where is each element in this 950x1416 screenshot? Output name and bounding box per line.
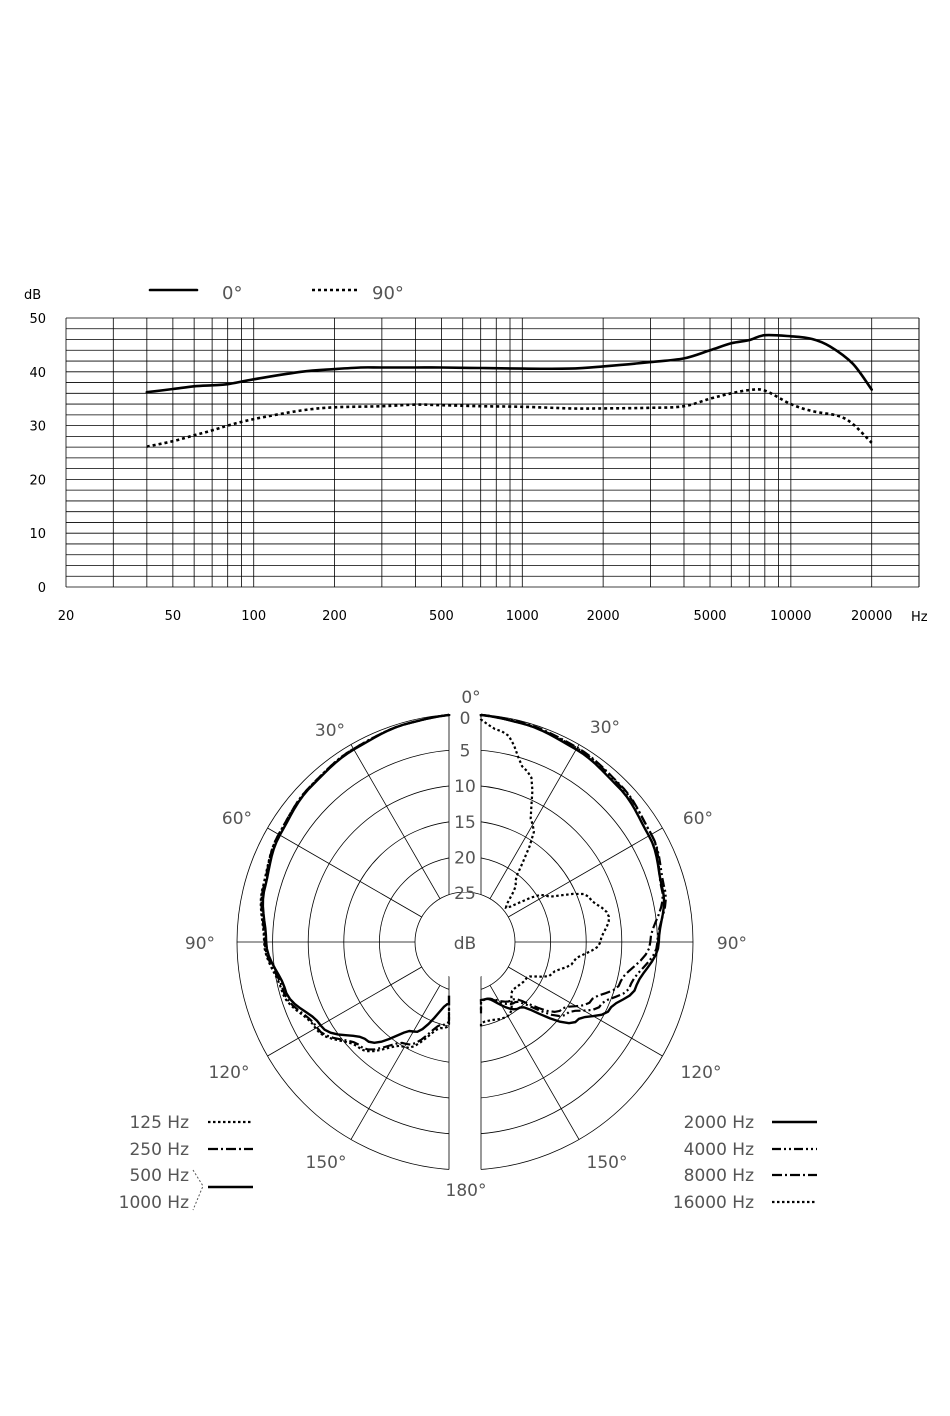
x-tick-label: 200 — [322, 609, 347, 624]
angle-label: 90° — [184, 934, 216, 954]
right-legend-label: 2000 Hz — [683, 1113, 754, 1133]
center-label: dB — [453, 934, 477, 954]
legend-bracket — [193, 1170, 203, 1210]
angle-label: 150° — [305, 1153, 347, 1173]
frequency-response-chart — [24, 283, 928, 625]
series-line — [147, 389, 872, 446]
left-legend-label: 1000 Hz — [118, 1193, 189, 1213]
angle-label: 0° — [461, 688, 481, 708]
radial-tick-label: 5 — [459, 741, 471, 762]
channel-bottom — [449, 976, 481, 1176]
frequency-tick-labels — [29, 312, 892, 624]
x-axis-label: Hz — [911, 610, 928, 625]
angle-label: 60° — [682, 809, 714, 829]
legend-label: 90° — [372, 283, 404, 304]
polar-series-right — [481, 714, 666, 1016]
radial-tick-label: 25 — [454, 884, 476, 904]
angle-label: 30° — [589, 718, 621, 738]
radial-tick-label: 20 — [454, 848, 476, 869]
right-legend-label: 8000 Hz — [683, 1166, 754, 1186]
left-legend-label: 125 Hz — [129, 1113, 189, 1133]
angle-label: 60° — [221, 809, 253, 829]
right-legend-label: 16000 Hz — [672, 1193, 754, 1213]
x-tick-label: 20 — [57, 609, 75, 624]
x-tick-label: 500 — [429, 609, 454, 624]
left-legend-label: 500 Hz — [129, 1166, 189, 1186]
polar-series-right — [481, 714, 609, 1028]
x-tick-label: 10000 — [770, 609, 812, 624]
x-tick-label: 5000 — [693, 609, 727, 624]
frequency-legend — [150, 283, 404, 304]
legend-label: 0° — [222, 283, 243, 304]
y-tick-label: 10 — [29, 527, 46, 543]
left-legend-label: 250 Hz — [129, 1140, 189, 1160]
angle-label: 150° — [586, 1153, 628, 1173]
frequency-grid — [66, 318, 919, 587]
angle-label: 120° — [680, 1063, 722, 1083]
angle-label: 120° — [208, 1063, 250, 1083]
y-tick-label: 50 — [29, 312, 46, 327]
x-tick-label: 1000 — [505, 609, 539, 624]
angle-label: 90° — [716, 934, 748, 954]
frequency-curves — [147, 335, 872, 447]
y-tick-label: 20 — [29, 473, 46, 489]
polar-pattern-chart — [119, 688, 817, 1213]
polar-series-left — [263, 714, 449, 1043]
y-tick-label: 0 — [37, 581, 46, 596]
radial-tick-label: 10 — [454, 777, 476, 798]
y-tick-label: 30 — [29, 419, 46, 435]
x-tick-label: 50 — [164, 609, 182, 624]
y-tick-label: 40 — [29, 365, 46, 381]
angle-label: 30° — [314, 721, 346, 741]
series-line — [147, 335, 872, 392]
radial-tick-label: 15 — [454, 812, 476, 833]
polar-series-right — [481, 714, 663, 1013]
y-axis-label: dB — [24, 288, 42, 303]
x-tick-label: 20000 — [851, 609, 893, 624]
angle-label: 180° — [445, 1181, 487, 1201]
x-tick-label: 2000 — [586, 609, 620, 624]
right-legend-label: 4000 Hz — [683, 1140, 754, 1160]
radial-tick-label: 0 — [459, 709, 471, 729]
x-tick-label: 100 — [241, 609, 267, 624]
